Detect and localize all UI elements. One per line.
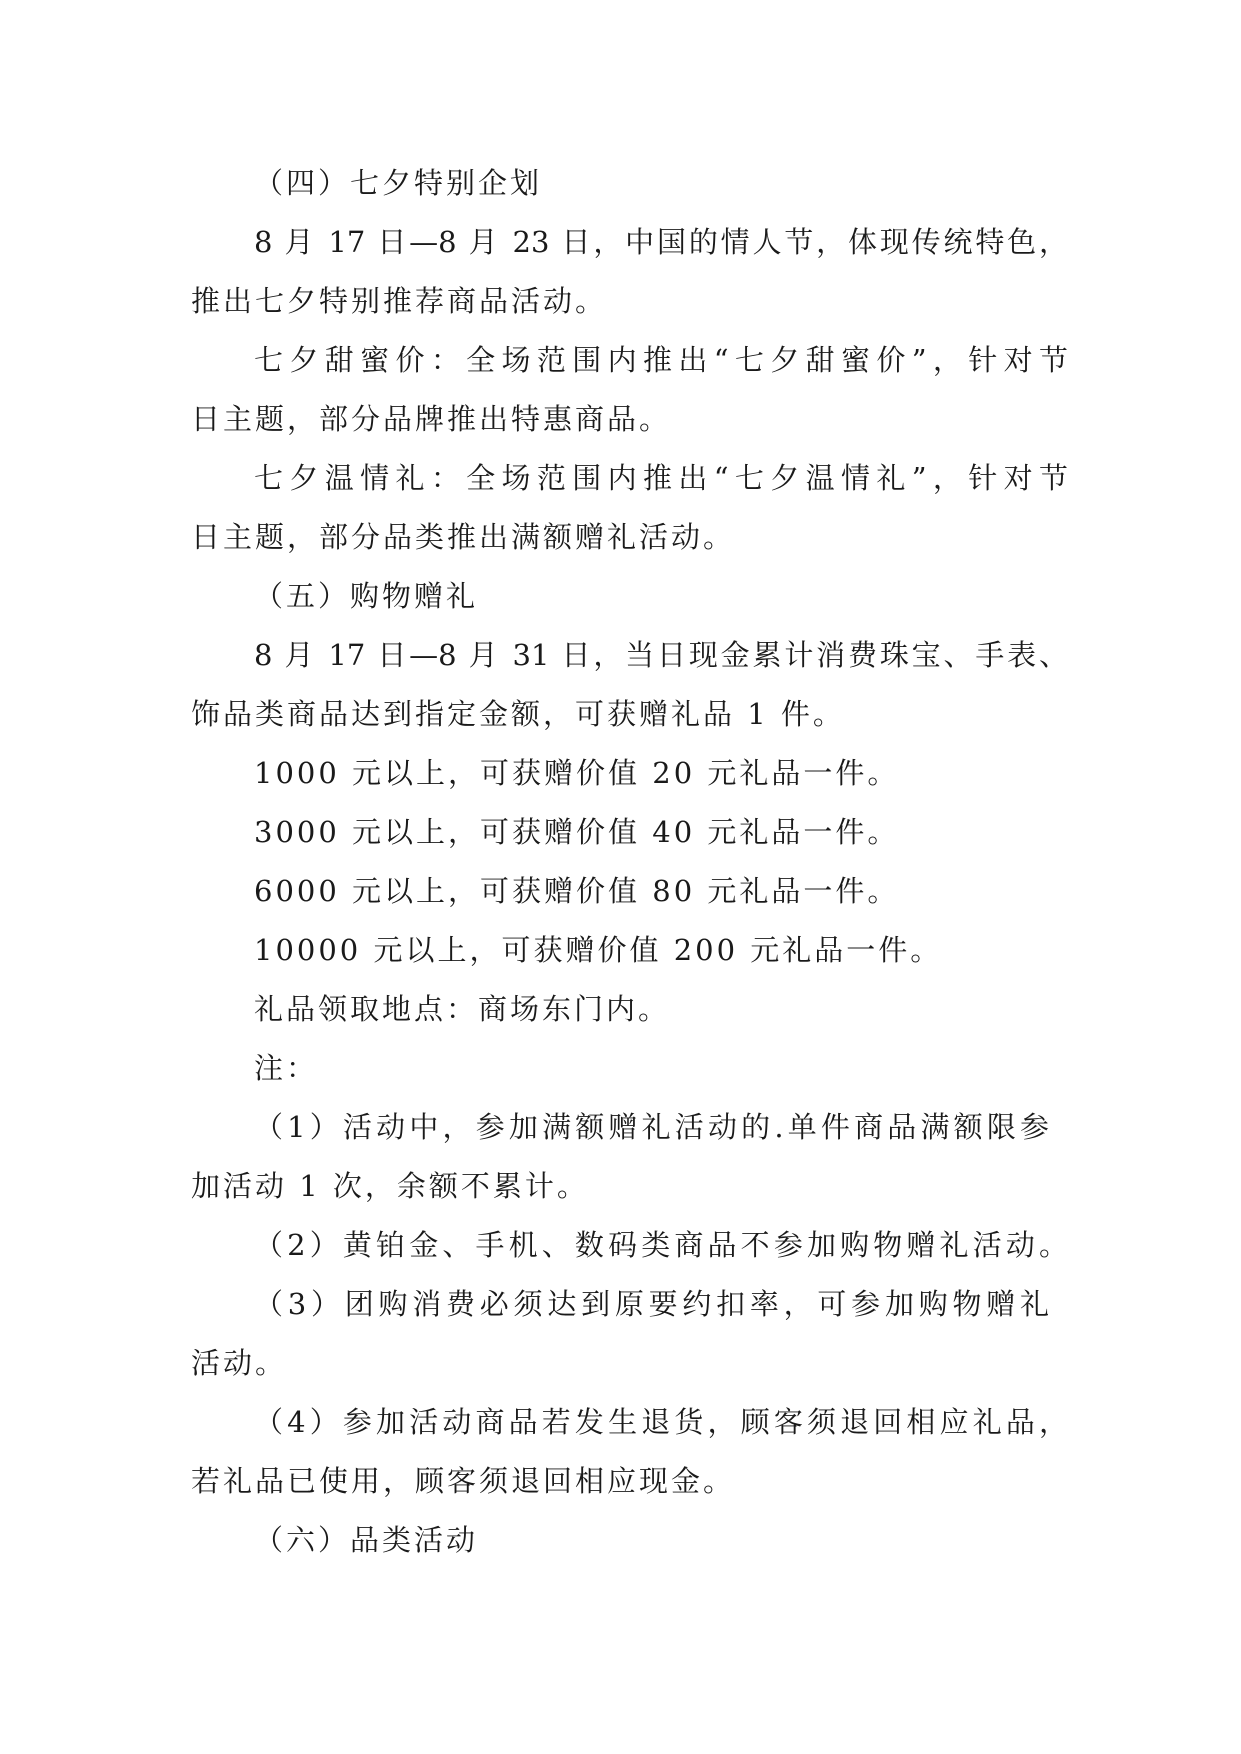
section-heading-4: （四）七夕特别企划 [254, 166, 543, 200]
pickup-location-line: 礼品领取地点：商场东门内。 [254, 992, 671, 1026]
tier-line: 6000 元以上，可获赠价值 80 元礼品一件。 [254, 874, 900, 908]
note-line: 活动。 [191, 1346, 288, 1380]
tier-line: 1000 元以上，可获赠价值 20 元礼品一件。 [254, 756, 900, 790]
note-line: 若礼品已使用，顾客须退回相应现金。 [191, 1464, 736, 1498]
note-line: （1）活动中，参加满额赠礼活动的.单件商品满额限参 [254, 1110, 1049, 1144]
tier-line: 3000 元以上，可获赠价值 40 元礼品一件。 [254, 815, 900, 849]
note-line: （2）黄铂金、手机、数码类商品不参加购物赠礼活动。 [254, 1228, 1068, 1262]
paragraph-line: 8 月 17 日—8 月 31 日，当日现金累计消费珠宝、手表、 [254, 638, 1068, 672]
paragraph-line: 日主题，部分品类推出满额赠礼活动。 [191, 520, 736, 554]
paragraph-line: 8 月 17 日—8 月 23 日，中国的情人节，体现传统特色， [254, 225, 1068, 259]
tier-line: 10000 元以上，可获赠价值 200 元礼品一件。 [254, 933, 943, 967]
paragraph-line: 七夕甜蜜价：全场范围内推出“七夕甜蜜价”，针对节 [254, 343, 1068, 377]
note-line: （3）团购消费必须达到原要约扣率，可参加购物赠礼 [254, 1287, 1049, 1321]
section-heading-5: （五）购物赠礼 [254, 579, 479, 613]
section-heading-6: （六）品类活动 [254, 1523, 479, 1557]
paragraph-line: 饰品类商品达到指定金额，可获赠礼品 1 件。 [191, 697, 845, 731]
note-line: （4）参加活动商品若发生退货，顾客须退回相应礼品， [254, 1405, 1068, 1439]
paragraph-line: 七夕温情礼：全场范围内推出“七夕温情礼”，针对节 [254, 461, 1068, 495]
note-line: 加活动 1 次，余额不累计。 [191, 1169, 589, 1203]
paragraph-line: 日主题，部分品牌推出特惠商品。 [191, 402, 672, 436]
paragraph-line: 推出七夕特别推荐商品活动。 [191, 284, 608, 318]
note-label: 注： [254, 1051, 319, 1085]
